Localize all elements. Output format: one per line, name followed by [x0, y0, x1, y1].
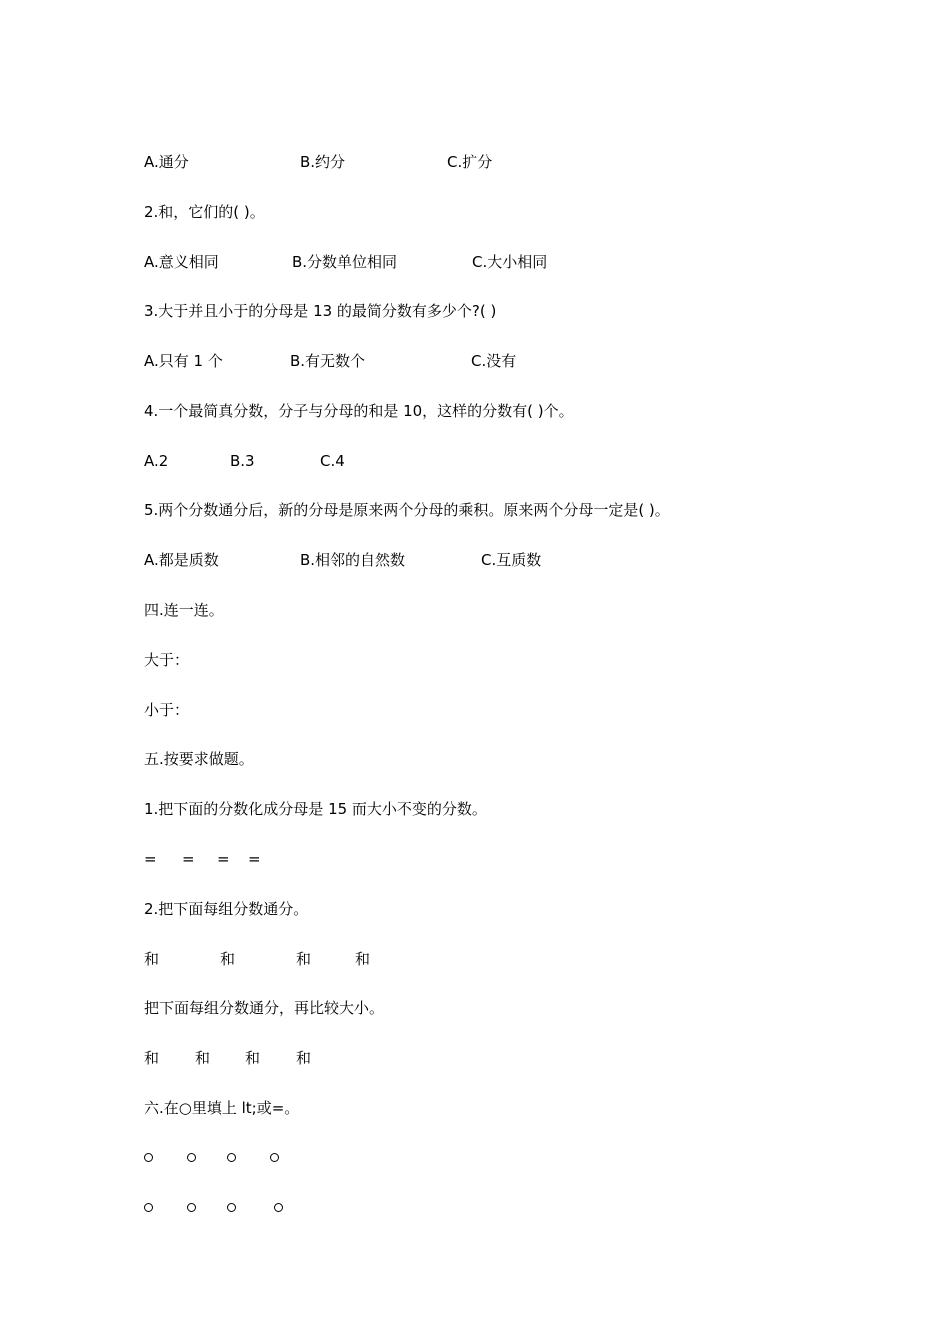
and-label: 和: [355, 950, 371, 968]
q4-option-c: C.4: [320, 452, 345, 470]
equals-sign: =: [144, 850, 157, 868]
section4-title: 四.连一连。: [144, 601, 224, 619]
q5-question: 5.两个分数通分后，新的分母是原来两个分母的乘积。原来两个分母一定是( )。: [144, 501, 670, 519]
section6-title: 六.在○里填上 lt;或=。: [144, 1099, 300, 1117]
q3-option-c: C.没有: [471, 352, 517, 370]
q2-option-a: A.意义相同: [144, 253, 219, 271]
q3-question: 3.大于并且小于的分母是 13 的最简分数有多少个?( ): [144, 302, 497, 320]
section4-less-label: 小于：: [144, 701, 190, 719]
q4-question: 4.一个最简真分数，分子与分母的和是 10，这样的分数有( )个。: [144, 402, 574, 420]
blank-circle-icon: [227, 1203, 236, 1212]
equals-sign: =: [182, 850, 195, 868]
blank-circle-icon: [144, 1153, 153, 1162]
section5-task2: 2.把下面每组分数通分。: [144, 900, 309, 918]
q2-option-b: B.分数单位相同: [292, 253, 398, 271]
section5-title: 五.按要求做题。: [144, 750, 254, 768]
blank-circle-icon: [144, 1203, 153, 1212]
q5-option-a: A.都是质数: [144, 551, 219, 569]
and-label: 和: [144, 950, 160, 968]
q2-question: 2.和，它们的( )。: [144, 203, 265, 221]
q1-option-c: C.扩分: [447, 153, 493, 171]
q1-option-b: B.约分: [300, 153, 346, 171]
q4-option-b: B.3: [230, 452, 255, 470]
q2-option-c: C.大小相同: [472, 253, 548, 271]
blank-circle-icon: [270, 1153, 279, 1162]
and-label: 和: [245, 1049, 261, 1067]
and-label: 和: [144, 1049, 160, 1067]
blank-circle-icon: [227, 1153, 236, 1162]
and-label: 和: [296, 950, 312, 968]
and-label: 和: [220, 950, 236, 968]
q3-option-b: B.有无数个: [290, 352, 366, 370]
equals-sign: =: [248, 850, 261, 868]
q5-option-b: B.相邻的自然数: [300, 551, 406, 569]
blank-circle-icon: [187, 1203, 196, 1212]
q1-option-a: A.通分: [144, 153, 189, 171]
blank-circle-icon: [274, 1203, 283, 1212]
equals-sign: =: [217, 850, 230, 868]
and-label: 和: [195, 1049, 211, 1067]
section4-greater-label: 大于：: [144, 651, 190, 669]
blank-circle-icon: [187, 1153, 196, 1162]
and-label: 和: [296, 1049, 312, 1067]
q4-option-a: A.2: [144, 452, 169, 470]
q3-option-a: A.只有 1 个: [144, 352, 223, 370]
q5-option-c: C.互质数: [481, 551, 542, 569]
section5-task3: 把下面每组分数通分，再比较大小。: [144, 999, 385, 1017]
section5-task1: 1.把下面的分数化成分母是 15 而大小不变的分数。: [144, 800, 487, 818]
